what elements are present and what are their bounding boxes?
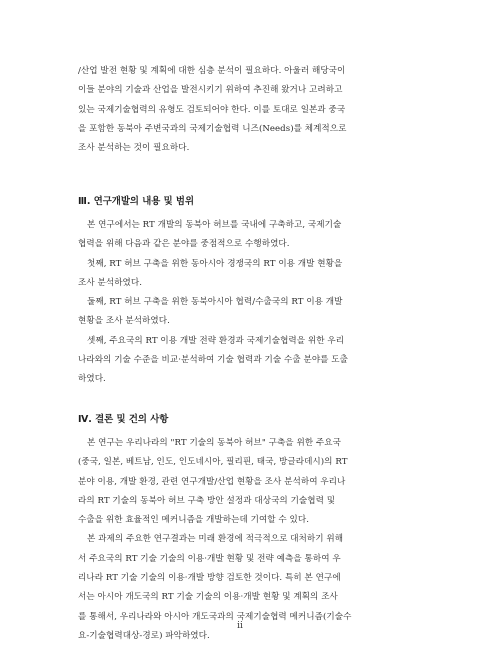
text-line: 조사 분석하였다. [78,277,143,288]
text-line: 이들 분야의 기술과 산업을 발전시키기 위하여 추진해 왔거나 고려하고 [78,85,343,96]
page-number: ii [237,621,243,631]
text-line: 하였다. [78,374,106,385]
text-line: 있는 국제기술협력의 유형도 검토되어야 한다. 이를 토대로 일본과 중국 [78,104,346,115]
section-3-body [78,216,348,390]
text-line: 협력을 위해 다음과 같은 분야를 중점적으로 수행하였다. [78,239,290,250]
text-line: 리나라 RT 기술 기술의 이용·개발 방향 검토한 것이다. 특히 본 연구에 [78,573,341,584]
text-line: 셋째, 주요국의 RT 이용 개발 전략 환경과 국제기술협력을 위한 우리 [87,335,345,346]
text-line: /산업 발전 현황 및 계획에 대한 심층 분석이 필요하다. 아울러 해당국이 [78,66,346,76]
text-line: 본 연구는 우리나라의 "RT 기술의 동북아 허브" 구축을 위한 주요국 [87,438,341,448]
text-line: 서는 아시아 개도국의 RT 기술 기술의 이용·개발 현황 및 계획의 조사 [78,592,338,603]
text-line: 서 주요국의 RT 기술 기술의 이용·개발 현황 및 전략 예측을 통하여 우 [78,553,341,564]
text-line: 수출을 위한 효율적인 메커니즘을 개발하는데 기여할 수 있다. [78,515,310,526]
text-line: 본 연구에서는 RT 개발의 동북아 허브를 국내에 구축하고, 국제기술 [87,220,342,230]
section-3-heading: Ⅲ. 연구개발의 내용 및 범위 [78,196,195,207]
section-4-heading: Ⅳ. 결론 및 건의 사항 [78,414,169,425]
text-line: 조사 분석하는 것이 필요하다. [78,143,190,154]
text-line: 분야 이용, 개발 환경, 관련 연구개발/산업 현황을 조사 분석하여 우리나 [78,476,346,487]
text-line: 나라와의 기술 수준을 비교·분석하여 기술 협력과 기술 수출 분야를 도출 [78,355,349,366]
section-4-body [78,434,351,646]
text-line: 첫째, RT 허브 구축을 위한 동아시아 경쟁국의 RT 이용 개발 현황을 [87,258,343,269]
text-line: 현황을 조사 분석하였다. [78,316,170,327]
text-line: 라의 RT 기술의 동북아 허브 구축 방안 설정과 대상국의 기술협력 및 [78,495,336,506]
text-line: 본 과제의 주요한 연구결과는 미래 환경에 적극적으로 대처하기 위해 [87,534,344,545]
text-line: 요-기술협력대상-경로) 파악하였다. [78,630,210,641]
text-line: 를 통해서, 우리나라와 아시아 개도국과의 국제기술협력 메커니즘(기술수 [78,611,352,622]
text-line: 둘째, RT 허브 구축을 위한 동북아시아 협력/수출국의 RT 이용 개발 [87,297,343,308]
text-line: (중국, 일본, 베트남, 인도, 인도네시아, 필리핀, 태국, 방글라데시)의 RT [78,457,348,468]
intro-paragraph [78,62,347,158]
text-line: 을 포함한 동북아 주변국과의 국제기술협력 니즈(Needs)를 체계적으로 [78,123,347,134]
